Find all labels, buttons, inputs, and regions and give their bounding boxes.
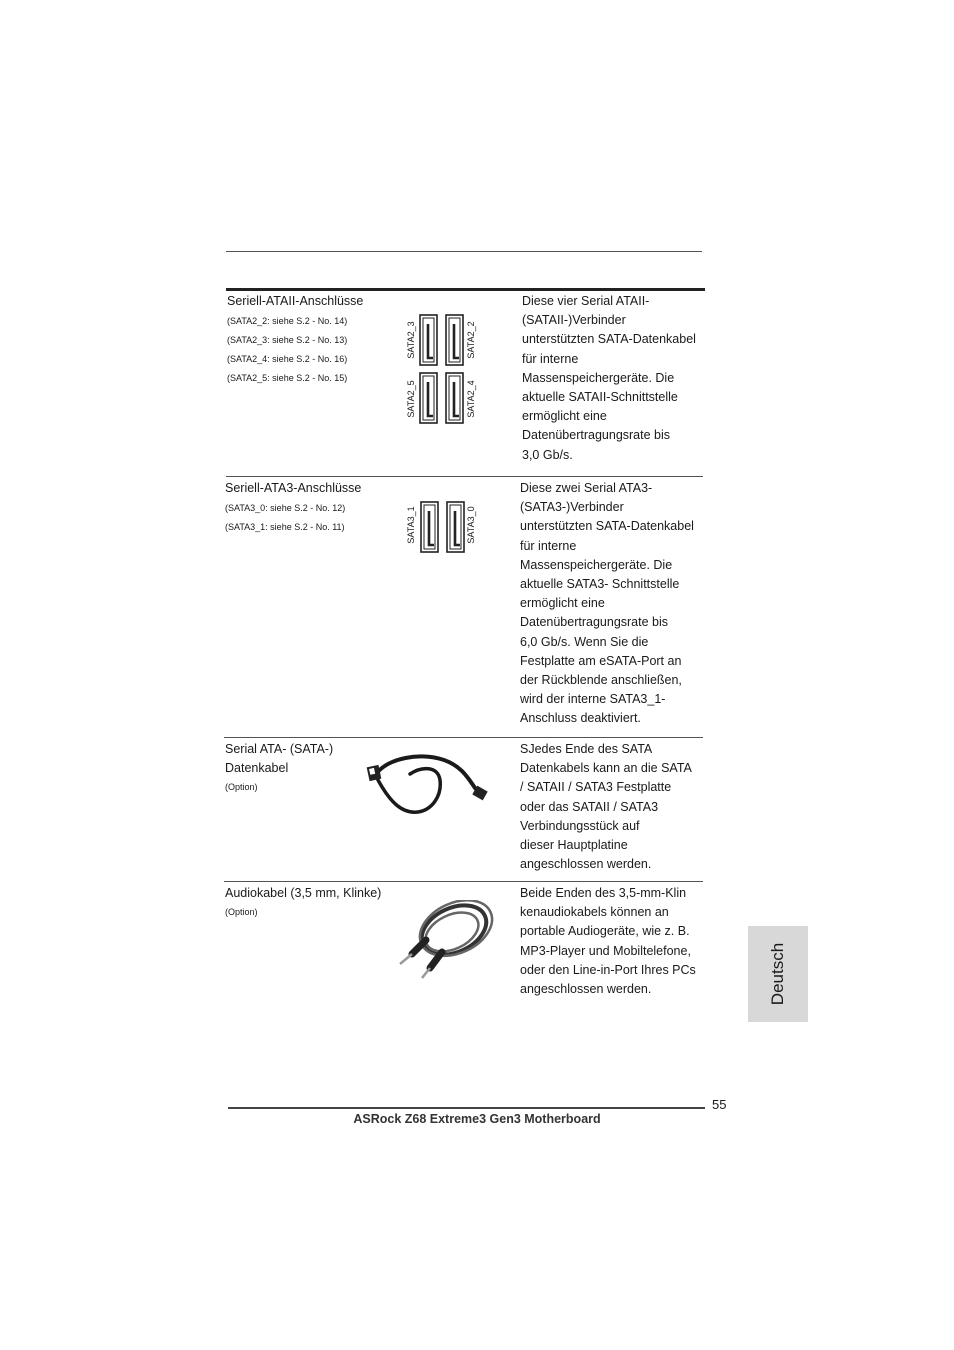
- description-line: SJedes Ende des SATA: [520, 742, 653, 756]
- description-line: Datenübertragungsrate bis: [522, 428, 671, 443]
- port-reference: (SATA2_2: siehe S.2 - No. 14): [227, 316, 348, 326]
- section-description: [520, 479, 710, 729]
- port-reference: (SATA3_0: siehe S.2 - No. 12): [225, 503, 346, 513]
- port-label: SATA3_1: [406, 506, 416, 544]
- description-line: Datenkabels kann an die SATA: [520, 761, 692, 776]
- port-reference: (SATA2_4: siehe S.2 - No. 16): [227, 354, 348, 364]
- section-description: [522, 292, 712, 465]
- port-reference-list: [225, 499, 345, 537]
- description-line: portable Audiogeräte, wie z. B.: [520, 924, 690, 939]
- description-line: Datenübertragungsrate bis: [520, 615, 669, 630]
- description-line: (SATAII-)Verbinder: [522, 313, 626, 328]
- section-divider: [224, 881, 703, 882]
- port-label: SATA2_2: [466, 321, 476, 359]
- description-line: unterstützten SATA-Datenkabel: [520, 519, 694, 534]
- page-number: 55: [712, 1097, 727, 1112]
- description-line: 6,0 Gb/s. Wenn Sie die: [520, 634, 649, 649]
- port-label: SATA2_5: [406, 380, 416, 418]
- description-line: angeschlossen werden.: [520, 857, 652, 872]
- description-line: oder das SATAII / SATA3: [520, 799, 659, 814]
- description-line: angeschlossen werden.: [520, 982, 652, 997]
- footer-rule: [228, 1107, 705, 1109]
- section-title-line: Datenkabel: [225, 761, 289, 775]
- table-top-rule: [226, 288, 705, 291]
- language-tab-label: Deutsch: [768, 942, 787, 1006]
- section-title: [225, 740, 333, 778]
- section-divider: [224, 737, 703, 738]
- option-note: (Option): [225, 782, 258, 792]
- description-line: Festplatte am eSATA-Port an: [520, 653, 682, 668]
- description-line: 3,0 Gb/s.: [522, 447, 573, 462]
- footer-title: ASRock Z68 Extreme3 Gen3 Motherboard: [353, 1112, 601, 1126]
- section-title: Seriell-ATA3-Anschlüsse: [225, 481, 362, 495]
- description-line: / SATAII / SATA3 Festplatte: [520, 780, 672, 795]
- description-line: Beide Enden des 3,5-mm-Klin: [520, 886, 687, 900]
- sata-cable-image: [362, 752, 492, 818]
- description-line: oder den Line-in-Port Ihres PCs: [520, 962, 696, 977]
- port-reference: (SATA2_5: siehe S.2 - No. 15): [227, 373, 348, 383]
- port-reference: (SATA3_1: siehe S.2 - No. 11): [225, 522, 345, 532]
- section-description: [520, 884, 710, 999]
- description-line: Massenspeichergeräte. Die: [520, 557, 673, 572]
- description-line: aktuelle SATAII-Schnittstelle: [522, 390, 678, 405]
- description-line: Anschluss deaktiviert.: [520, 711, 641, 726]
- section-title: Audiokabel (3,5 mm, Klinke): [225, 886, 382, 900]
- audio-cable-image: [390, 900, 494, 982]
- description-line: ermöglicht eine: [522, 409, 607, 424]
- option-note: (Option): [225, 907, 258, 917]
- description-line: Massenspeichergeräte. Die: [522, 370, 675, 385]
- description-line: ermöglicht eine: [520, 596, 605, 611]
- description-line: Verbindungsstück auf: [520, 818, 640, 833]
- sata-connector-diagram: [418, 313, 468, 425]
- description-line: wird der interne SATA3_1-: [520, 692, 666, 707]
- port-label: SATA2_3: [406, 321, 416, 359]
- description-line: Diese vier Serial ATAII-: [522, 294, 650, 308]
- language-tab: [748, 926, 808, 1022]
- description-line: (SATA3-)Verbinder: [520, 500, 624, 515]
- sata-connector-diagram: [419, 500, 469, 554]
- port-label: SATA3_0: [466, 506, 476, 544]
- description-line: für interne: [520, 538, 577, 553]
- section-title-line: Serial ATA- (SATA-): [225, 742, 334, 756]
- port-reference: (SATA2_3: siehe S.2 - No. 13): [227, 335, 348, 345]
- section-description: [520, 740, 710, 874]
- section-divider: [226, 476, 703, 477]
- port-reference-list: [227, 312, 347, 388]
- description-line: dieser Hauptplatine: [520, 838, 628, 853]
- port-label: SATA2_4: [466, 380, 476, 418]
- description-line: Diese zwei Serial ATA3-: [520, 481, 653, 495]
- description-line: aktuelle SATA3- Schnittstelle: [520, 577, 680, 592]
- section-title: Seriell-ATAII-Anschlüsse: [227, 294, 364, 308]
- description-line: MP3-Player und Mobiltelefone,: [520, 943, 691, 958]
- description-line: der Rückblende anschließen,: [520, 673, 682, 688]
- description-line: unterstützten SATA-Datenkabel: [522, 332, 696, 347]
- header-rule: [226, 251, 702, 252]
- description-line: kenaudiokabels können an: [520, 905, 669, 920]
- description-line: für interne: [522, 351, 579, 366]
